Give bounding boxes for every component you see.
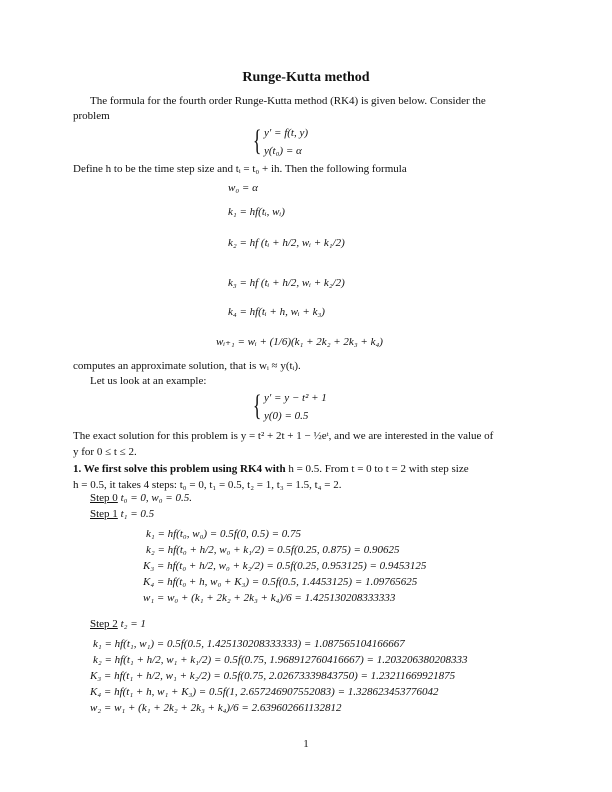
step-label: Step 2 xyxy=(90,618,118,630)
step-label: Step 1 xyxy=(90,508,118,520)
step1-line: k₂ = hf(t₀ + h/2, w₀ + k₁/2) = 0.5f(0.25, 0.875) = 0.90625 xyxy=(146,544,400,556)
intro-text: problem xyxy=(73,110,110,122)
formula-w-next: wᵢ₊₁ = wᵢ + (1/6)(k₁ + 2k₂ + 2k₃ + k₄) xyxy=(216,336,383,348)
step-text: t₀ = 0, w₀ = 0.5. xyxy=(120,492,192,504)
computes-text: computes an approximate solution, that is wᵢ ≈ y(tᵢ). xyxy=(73,360,301,372)
step2-line: k₂ = hf(t₁ + h/2, w₁ + k₁/2) = 0.5f(0.75, 1.968912760416667) = 1.203206380208333 xyxy=(93,654,468,666)
exact-solution-text: The exact solution for this problem is y = t² + 2t + 1 − ½eᵗ, and we are interested in the value of xyxy=(73,430,494,442)
step1-line: K₃ = hf(t₀ + h/2, w₀ + k₂/2) = 0.5f(0.25, 0.953125) = 0.9453125 xyxy=(143,560,427,572)
brace: { xyxy=(252,124,262,157)
step1-line: w₁ = w₀ + (k₁ + 2k₂ + 2k₃ + k₄)/6 = 1.425130208333333 xyxy=(143,592,396,604)
page-title: Runge-Kutta method xyxy=(242,70,370,85)
formula-k1: k₁ = hf(tᵢ, wᵢ) xyxy=(228,206,285,218)
intro-text: The formula for the fourth order Runge-Kutta method (RK4) is given below. Consider the xyxy=(90,95,486,107)
step-text: t₁ = 0.5 xyxy=(120,508,155,520)
example-intro: Let us look at an example: xyxy=(90,375,207,387)
step1-line: k₁ = hf(t₀, w₀) = 0.5f(0, 0.5) = 0.75 xyxy=(146,528,302,540)
step2-line: w₂ = w₁ + (k₁ + 2k₂ + 2k₃ + k₄)/6 = 2.639602661132812 xyxy=(90,702,342,714)
step-0 xyxy=(90,492,192,505)
step2-line: k₁ = hf(t₁, w₁) = 0.5f(0.5, 1.425130208333333) = 1.087565104166667 xyxy=(93,638,405,650)
step-label: Step 0 xyxy=(90,492,118,504)
example-equation: y′ = y − t² + 1 xyxy=(264,392,327,404)
example-initial: y(0) = 0.5 xyxy=(264,410,309,422)
part1-heading xyxy=(73,463,469,476)
exact-solution-text: y for 0 ≤ t ≤ 2. xyxy=(73,446,137,458)
formula-k2: k₂ = hf (tᵢ + h/2, wᵢ + k₁/2) xyxy=(228,237,345,249)
part1-rest: h = 0.5. From t = 0 to t = 2 with step size xyxy=(285,463,469,475)
step2-line: K₃ = hf(t₁ + h/2, w₁ + k₂/2) = 0.5f(0.75, 2.02673339843750) = 1.23211669921875 xyxy=(90,670,456,682)
ivp-initial: y(t₀) = α xyxy=(264,145,302,157)
part1-bold: 1. We first solve this problem using RK4 with xyxy=(73,463,286,475)
step1-line: K₄ = hf(t₀ + h, w₀ + K₃) = 0.5f(0.5, 1.4453125) = 1.09765625 xyxy=(143,576,418,588)
formula-k3: k₃ = hf (tᵢ + h/2, wᵢ + k₂/2) xyxy=(228,277,345,289)
step-text: t₂ = 1 xyxy=(120,618,146,630)
page-number: 1 xyxy=(303,738,309,750)
formula-w0: w₀ = α xyxy=(228,182,258,194)
step-2 xyxy=(90,618,146,631)
step2-line: K₄ = hf(t₁ + h, w₁ + K₃) = 0.5f(1, 2.657246907552083) = 1.328623453776042 xyxy=(90,686,439,698)
formula-k4: k₄ = hf(tᵢ + h, wᵢ + k₃) xyxy=(228,306,325,318)
part1-steps: h = 0.5, it takes 4 steps: t₀ = 0, t₁ = 0.5, t₂ = 1, t₃ = 1.5, t₄ = 2. xyxy=(73,479,342,491)
define-text: Define h to be the time step size and tᵢ = t₀ + ih. Then the following formula xyxy=(73,163,407,175)
brace: { xyxy=(252,389,262,422)
step-1 xyxy=(90,508,154,521)
ivp-equation: y′ = f(t, y) xyxy=(264,127,309,139)
